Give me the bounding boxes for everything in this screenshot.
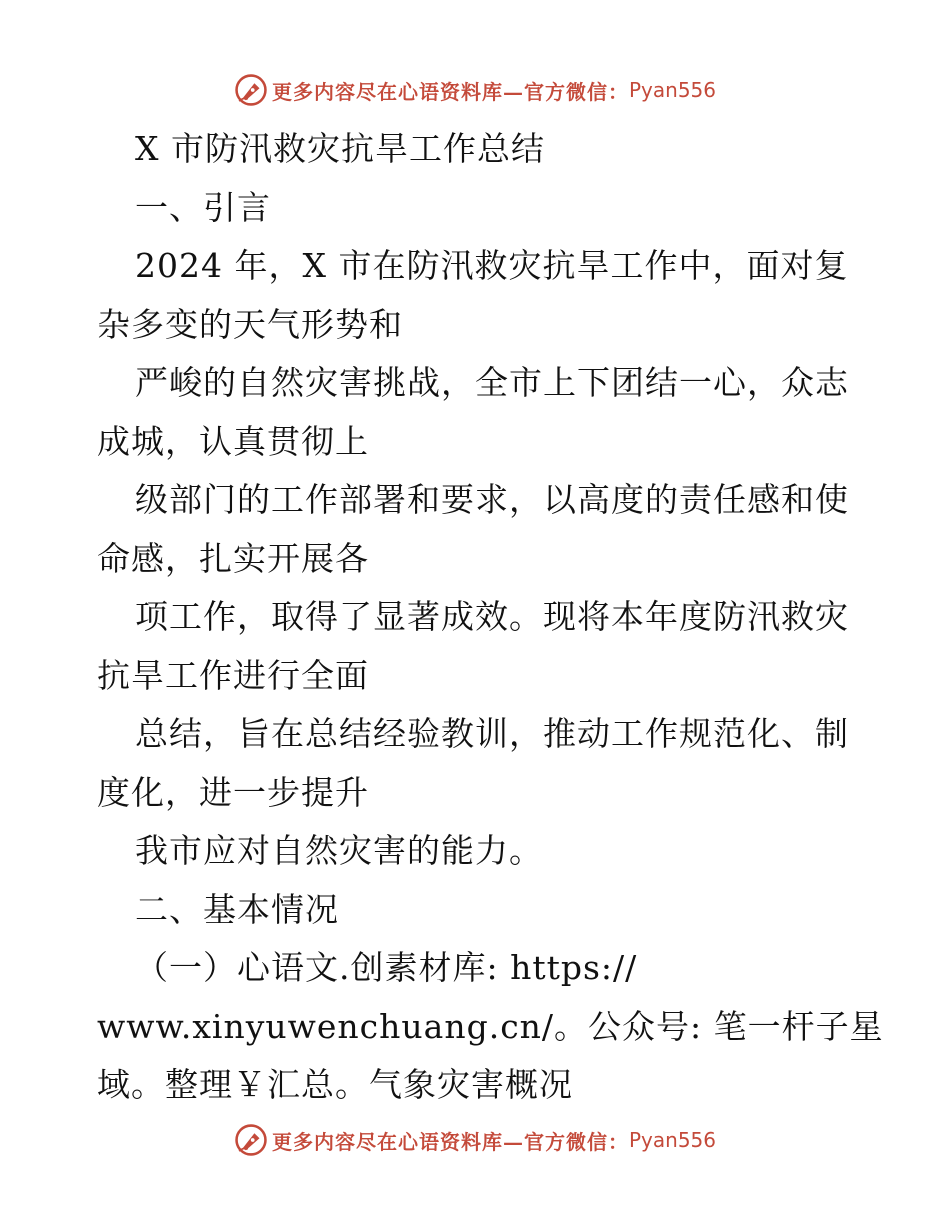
paragraph-line: 度化，进一步提升 [97, 772, 369, 812]
header-banner [0, 70, 950, 110]
banner-text: 更多内容尽在心语资料库—官方微信： [271, 1129, 629, 1154]
footer-banner [0, 1120, 950, 1160]
paragraph-line: 级部门的工作部署和要求，以高度的责任感和使 [135, 480, 849, 519]
paragraph-line: 成城，认真贯彻上 [97, 421, 369, 461]
paragraph-line: www.xinyuwenchuang.cn/。公众号: 笔一杆子星 [97, 1006, 884, 1046]
paragraph-line: 命感，扎实开展各 [97, 538, 369, 578]
banner-wechat-id: Pyan556 [628, 78, 716, 102]
section-heading: 一、引言 [135, 187, 271, 227]
pen-nib-logo-icon [234, 1123, 268, 1157]
paragraph-line: 杂多变的天气形势和 [97, 304, 403, 344]
banner-wechat-id: Pyan556 [628, 1128, 716, 1152]
banner-text: 更多内容尽在心语资料库—官方微信： [271, 79, 629, 104]
paragraph-line: 总结，旨在总结经验教训，推动工作规范化、制 [135, 714, 849, 753]
paragraph-line: 项工作，取得了显著成效。现将本年度防汛救灾 [135, 597, 849, 636]
paragraph-line: 严峻的自然灾害挑战，全市上下团结一心，众志 [135, 363, 849, 402]
paragraph-line: 我市应对自然灾害的能力。 [135, 831, 543, 870]
document-body [97, 120, 884, 1115]
document-title: X 市防汛救灾抗旱工作总结 [135, 129, 545, 168]
paragraph-line: 2024 年，X 市在防汛救灾抗旱工作中，面对复 [135, 246, 849, 285]
pen-nib-logo-icon [234, 73, 268, 107]
paragraph-line: 抗旱工作进行全面 [97, 655, 369, 695]
section-heading: 二、基本情况 [135, 889, 339, 929]
paragraph-line: 域。整理￥汇总。气象灾害概况 [97, 1065, 573, 1104]
paragraph-line: （一）心语文.创素材库: https:// [135, 948, 638, 987]
